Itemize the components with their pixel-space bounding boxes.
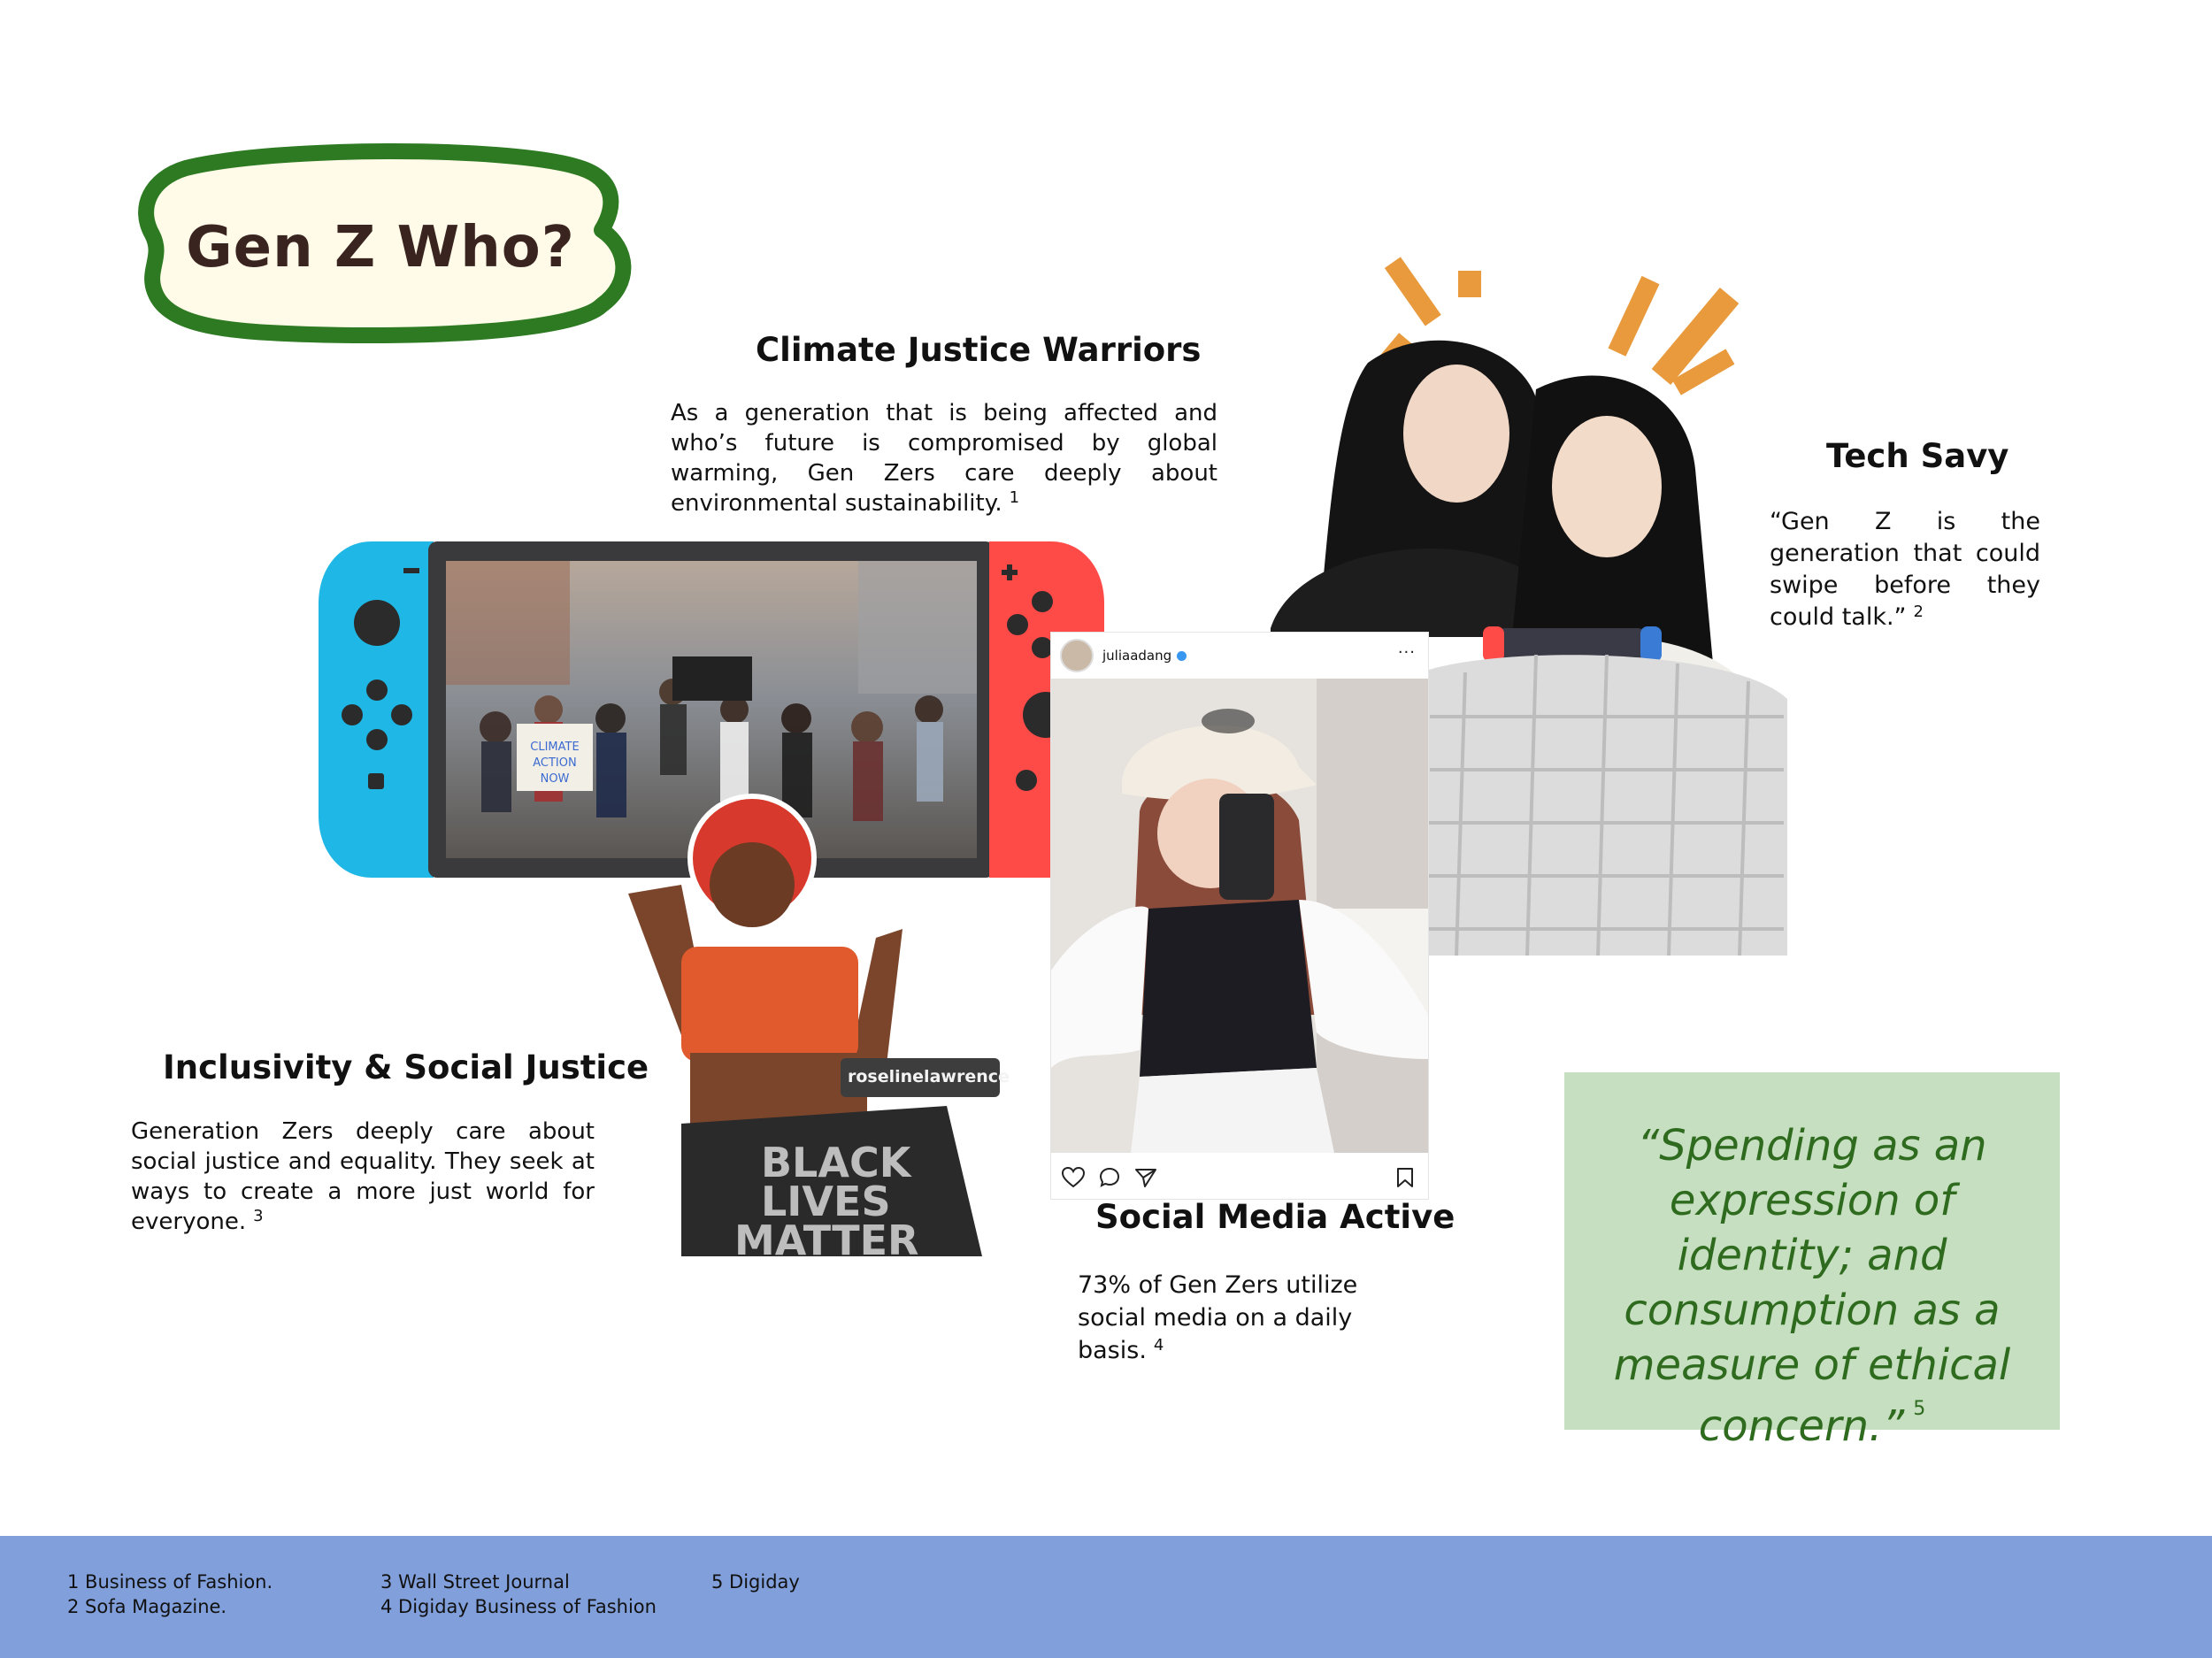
tech-body-text: “Gen Z is the generation that could swipe before they could talk.” xyxy=(1770,508,2040,631)
button-x xyxy=(1032,591,1053,612)
avatar[interactable] xyxy=(1060,639,1094,672)
joystick-left xyxy=(354,600,400,646)
instagram-actions xyxy=(1051,1155,1428,1199)
social-body xyxy=(1078,1269,1423,1367)
quote xyxy=(1582,1118,2042,1454)
button-up-left xyxy=(366,679,388,701)
social-heading: Social Media Active xyxy=(1095,1198,1455,1236)
button-down-left xyxy=(366,729,388,750)
plus-button-v xyxy=(1007,564,1012,580)
button-right-left xyxy=(391,704,412,725)
inclusivity-heading: Inclusivity & Social Justice xyxy=(163,1048,649,1086)
inclusivity-ref: 3 xyxy=(253,1207,264,1225)
protester-face xyxy=(710,842,795,927)
joycon-left xyxy=(319,541,434,878)
tech-body xyxy=(1770,506,2040,633)
girl-right-face xyxy=(1552,416,1662,557)
footnote-2: 2 Sofa Magazine. xyxy=(67,1596,227,1617)
climate-heading: Climate Justice Warriors xyxy=(756,331,1202,369)
climate-ref: 1 xyxy=(1009,488,1020,507)
tech-heading: Tech Savy xyxy=(1826,437,2009,475)
protest-banner xyxy=(672,656,752,701)
inclusivity-body-text: Generation Zers deeply care about social justice and equality. They seek at ways to create a more just world for everyone. xyxy=(131,1118,595,1235)
model-vest xyxy=(1140,900,1317,1077)
instagram-post-card[interactable] xyxy=(1051,633,1428,1199)
svg-text:MATTER: MATTER xyxy=(734,1217,919,1264)
home-button xyxy=(1016,770,1037,791)
minus-button xyxy=(403,568,419,573)
quote-ref: 5 xyxy=(1913,1398,1926,1420)
more-options-icon[interactable]: ··· xyxy=(1397,643,1416,662)
footnote-3: 3 Wall Street Journal xyxy=(380,1571,570,1593)
button-b xyxy=(1032,637,1053,658)
button-left-left xyxy=(342,704,363,725)
footnote-4: 4 Digiday Business of Fashion xyxy=(380,1596,657,1617)
page-title: Gen Z Who? xyxy=(186,215,575,280)
footnote-1: 1 Business of Fashion. xyxy=(67,1571,273,1593)
shirt-text: BLACK xyxy=(761,1139,911,1186)
climate-body xyxy=(671,398,1217,518)
instagram-post-header xyxy=(1051,633,1428,679)
protester-illustration xyxy=(611,787,982,1265)
heart-icon[interactable] xyxy=(1062,1167,1085,1188)
quote-text: “Spending as an expression of identity; and consumption as a measure of ethical concern.” xyxy=(1613,1121,2011,1451)
bookmark-icon[interactable] xyxy=(1396,1167,1414,1188)
sign-text: CLIMATE xyxy=(530,741,580,754)
protester-top xyxy=(681,947,858,1062)
share-icon[interactable] xyxy=(1134,1167,1157,1188)
social-body-text: 73% of Gen Zers utilize social media on a daily basis. xyxy=(1078,1271,1358,1364)
phone xyxy=(1219,794,1274,900)
verified-badge-icon xyxy=(1177,651,1187,661)
button-y xyxy=(1007,614,1028,635)
footnote-5: 5 Digiday xyxy=(711,1571,800,1593)
inclusivity-body xyxy=(131,1117,595,1237)
girl-left-face xyxy=(1403,365,1509,503)
protester-photo xyxy=(611,787,1010,1265)
svg-text:ACTION: ACTION xyxy=(533,756,577,770)
quote-box xyxy=(1564,1072,2060,1451)
instagram-post-image xyxy=(1051,679,1428,1153)
social-ref: 4 xyxy=(1153,1336,1164,1355)
svg-text:LIVES: LIVES xyxy=(761,1178,891,1225)
instagram-username[interactable]: juliaadang xyxy=(1102,648,1172,664)
climate-body-text: As a generation that is being affected and who’s future is compromised by global warming, Gen Zers care deeply about environmental sustainability. xyxy=(671,400,1217,517)
capture-button xyxy=(368,773,384,789)
footer-sources xyxy=(0,1536,2212,1658)
comment-icon[interactable] xyxy=(1099,1167,1120,1188)
username-tag: roselinelawrence xyxy=(848,1067,1010,1086)
tech-ref: 2 xyxy=(1913,603,1924,621)
svg-text:NOW: NOW xyxy=(540,772,570,786)
